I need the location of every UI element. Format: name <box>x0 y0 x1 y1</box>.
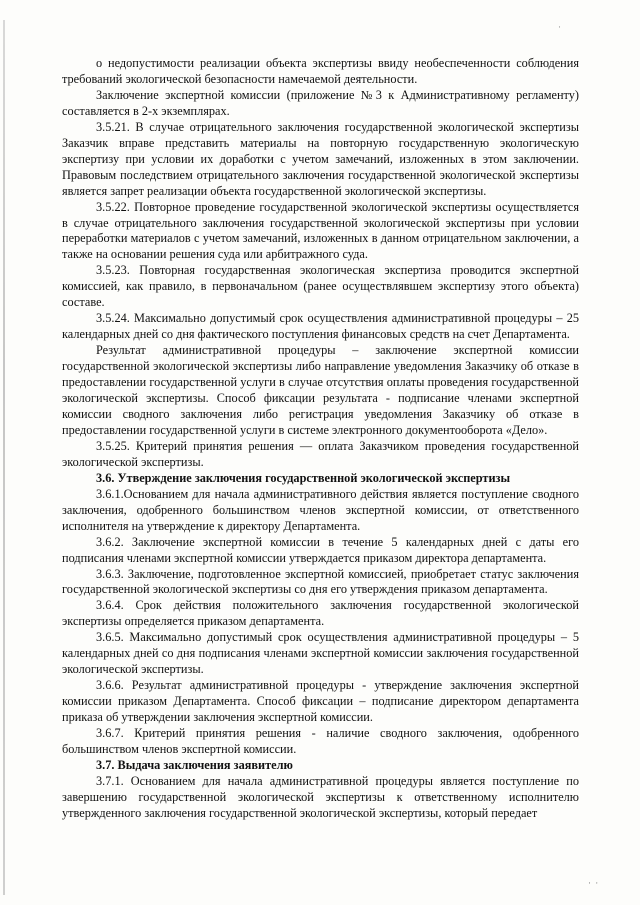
section-heading-3-7: 3.7. Выдача заключения заявителю <box>96 757 293 772</box>
paragraph: о недопустимости реализации объекта экспертизы ввиду необеспеченности соблюдения требований экологической безопасности намечаемой деятельности. <box>62 56 579 86</box>
paragraph-3-6-2: 3.6.2. Заключение экспертной комиссии в течение 5 календарных дней с даты его подписания членами экспертной комиссии утверждается приказом директора департамента. <box>62 534 579 565</box>
scan-mark-bottom: · · <box>588 878 600 888</box>
paragraph-3-6-7: 3.6.7. Критерий принятия решения - наличие сводного заключения, одобренного большинством членов экспертной комиссии. <box>62 726 579 756</box>
paragraph-3-5-25: 3.5.25. Критерий принятия решения — оплата Заказчиком проведения государственной экологической экспертизы. <box>62 438 579 469</box>
document-body <box>62 56 579 822</box>
paragraph-3-6-3: 3.6.3. Заключение, подготовленное экспертной комиссией, приобретает статус заключения государственной экологической экспертизы со дня его утверждения приказом департамента. <box>62 566 579 597</box>
paragraph-3-7-1: 3.7.1. Основанием для начала административной процедуры является поступление по завершению государственной экологической экспертизы к ответственному исполнителю утвержденного заключения государственной экологической экспертизы, который передает <box>62 773 579 820</box>
paragraph-3-6-6: 3.6.6. Результат административной процедуры - утверждение заключения экспертной комиссии приказом Департамента. Способ фиксации – подписание директором департамента приказа об утверждении заключения экспертной комиссии. <box>62 678 579 725</box>
paragraph-3-5-24: 3.5.24. Максимально допустимый срок осуществления административной процедуры – 25 календарных дней со дня фактического поступления финансовых средств на счет Департамента. <box>62 311 579 342</box>
paragraph-result: Результат административной процедуры – заключение экспертной комиссии государственной экологической экспертизы либо направление уведомления Заказчику об отказе в предоставлении государственной услуги в случае отсутствия оплаты проведения государственной экологической экспертизы. Способ фиксации результата - подписание членами экспертной комиссии сводного заключения либо регистрация уведомления Заказчику об отказе в предоставлении государственной услуги в системе электронного документооборота «Дело». <box>62 343 579 437</box>
paragraph-3-5-23: 3.5.23. Повторная государственная экологическая экспертиза проводится экспертной комиссией, как правило, в первоначальном (ранее осуществлявшем экспертизу этого объекта) составе. <box>62 263 579 310</box>
paragraph: Заключение экспертной комиссии (приложение №3 к Административному регламенту) составляется в 2-х экземплярах. <box>62 87 579 118</box>
paragraph-3-5-22: 3.5.22. Повторное проведение государственной экологической экспертизы осуществляется в случае отрицательного заключения государственной экологической экспертизы при условии переработки материалов с учетом замечаний, изложенных в данном отрицательном заключении, а также на основании решения суда или арбитражного суда. <box>62 199 579 262</box>
section-heading-3-6: 3.6. Утверждение заключения государственной экологической экспертизы <box>96 470 511 485</box>
scan-mark-top: · <box>558 22 561 32</box>
paragraph-3-6-5: 3.6.5. Максимально допустимый срок осуществления административной процедуры – 5 календарных дней со дня подписания членами экспертной комиссии заключения государственной экологической экспертизы. <box>62 630 579 677</box>
paragraph-3-6-4: 3.6.4. Срок действия положительного заключения государственной экологической экспертизы определяется приказом департамента. <box>62 598 579 629</box>
scan-edge-shadow <box>3 20 5 895</box>
paragraph-3-6-1: 3.6.1.Основанием для начала административного действия является поступление сводного заключения, одобренного большинством членов экспертной комиссии, от ответственного исполнителя на утверждение к директору Департамента. <box>62 486 579 533</box>
paragraph-3-5-21: 3.5.21. В случае отрицательного заключения государственной экологической экспертизы Заказчик вправе представить материалы на повторную государственную экологическую экспертизу при условии их доработки с учетом замечаний, изложенных в этом заключении. Правовым последствием отрицательного заключения государственной экологической экспертизы является запрет реализации объекта государственной экологической экспертизы. <box>62 119 579 198</box>
